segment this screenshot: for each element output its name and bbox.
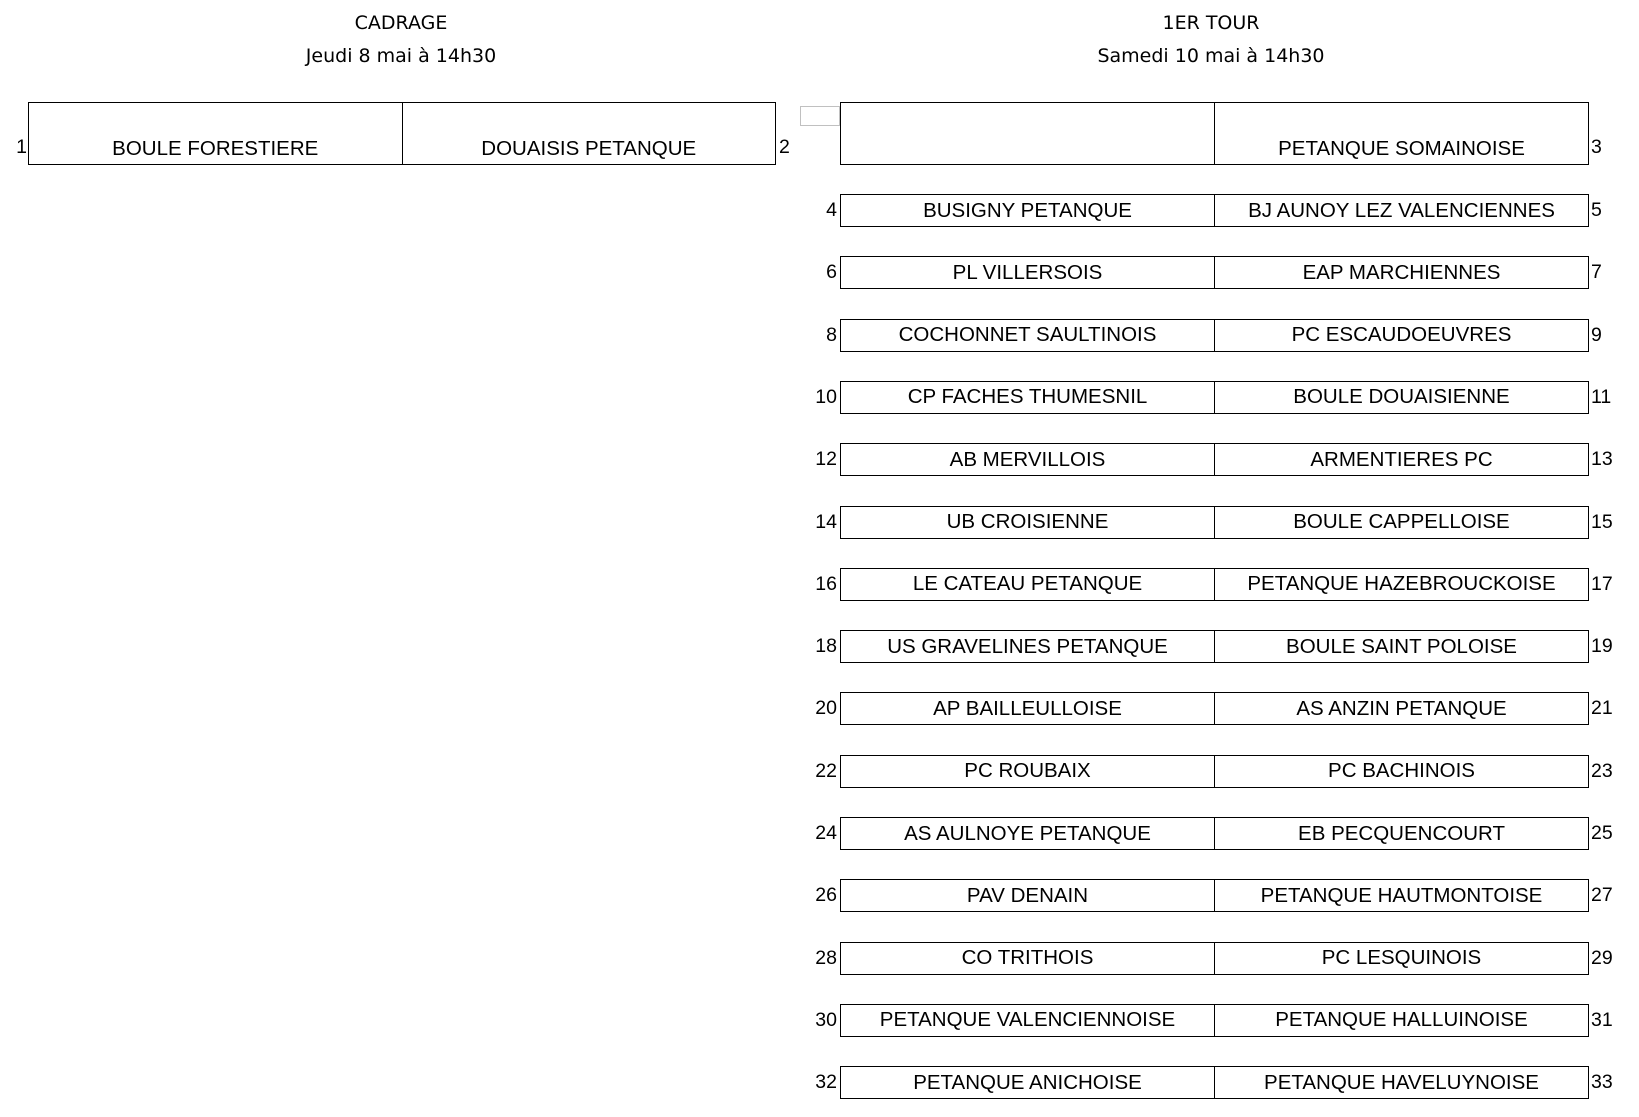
match-left-team: UB CROISIENNE bbox=[946, 510, 1109, 533]
match-right-number: 31 bbox=[1591, 1008, 1613, 1031]
match-right-number: 11 bbox=[1591, 385, 1612, 408]
match-left-number: 28 bbox=[815, 946, 837, 969]
match-right-team: PETANQUE HAUTMONTOISE bbox=[1214, 880, 1588, 911]
match-left-number: 4 bbox=[826, 199, 837, 221]
match-left-number: 22 bbox=[815, 759, 837, 782]
match-right-number: 21 bbox=[1591, 697, 1613, 720]
match-left-team: LE CATEAU PETANQUE bbox=[912, 572, 1143, 596]
match-left-number: 12 bbox=[815, 448, 837, 471]
empty-placeholder-box bbox=[800, 106, 840, 126]
cadrage-header bbox=[27, 7, 775, 73]
match-right-team: BOULE SAINT POLOISE bbox=[1214, 631, 1588, 662]
match-left-team: AB MERVILLOIS bbox=[949, 447, 1106, 471]
cadrage-left-team: BOULE FORESTIERE bbox=[112, 137, 319, 160]
match-right-team: PETANQUE HAVELUYNOISE bbox=[1214, 1067, 1588, 1098]
match-box bbox=[840, 692, 1589, 725]
match-right-number: 19 bbox=[1591, 635, 1613, 658]
match-right-number: 27 bbox=[1591, 884, 1613, 907]
match-left-number: 26 bbox=[815, 884, 837, 907]
cadrage-match-box bbox=[28, 102, 776, 165]
match-left-number: 6 bbox=[826, 261, 837, 284]
match-box bbox=[840, 879, 1589, 912]
match-right-team: PC LESQUINOIS bbox=[1214, 943, 1588, 974]
match-right-number: 7 bbox=[1591, 261, 1602, 284]
match-box bbox=[840, 506, 1589, 539]
match-left-team: CO TRITHOIS bbox=[961, 946, 1094, 970]
match-right-number: 13 bbox=[1591, 448, 1613, 471]
match-left-number: 14 bbox=[815, 510, 837, 533]
match-right-number: 3 bbox=[1591, 136, 1602, 158]
match-right-team: PETANQUE HAZEBROUCKOISE bbox=[1214, 569, 1588, 600]
match-left-team: BUSIGNY PETANQUE bbox=[923, 198, 1132, 222]
match-left-number: 8 bbox=[826, 323, 837, 346]
tour1-header bbox=[837, 7, 1585, 73]
match-box bbox=[840, 194, 1589, 227]
match-right-number: 29 bbox=[1591, 946, 1613, 969]
match-left-number: 20 bbox=[815, 697, 837, 720]
match-box bbox=[840, 443, 1589, 476]
match-box bbox=[840, 1004, 1589, 1037]
match-left-team: PETANQUE ANICHOISE bbox=[913, 1070, 1142, 1094]
match-box bbox=[840, 102, 1589, 165]
match-right-number: 17 bbox=[1591, 572, 1613, 595]
match-left-number: 30 bbox=[815, 1008, 837, 1031]
match-left-team: PAV DENAIN bbox=[966, 883, 1089, 907]
match-right-team: PETANQUE SOMAINOISE bbox=[1214, 103, 1588, 164]
match-left-team: CP FACHES THUMESNIL bbox=[907, 385, 1148, 409]
match-right-number: 5 bbox=[1591, 199, 1602, 221]
match-box bbox=[840, 568, 1589, 601]
match-right-number: 9 bbox=[1591, 323, 1602, 346]
cadrage-date: Jeudi 8 mai à 14h30 bbox=[305, 45, 497, 67]
match-left-number: 32 bbox=[815, 1071, 837, 1094]
match-left-team bbox=[841, 103, 1214, 164]
match-box bbox=[840, 942, 1589, 975]
cadrage-title: CADRAGE bbox=[354, 12, 448, 34]
match-right-team: EB PECQUENCOURT bbox=[1214, 818, 1588, 849]
match-left-team: PC ROUBAIX bbox=[964, 759, 1091, 783]
tour1-title: 1ER TOUR bbox=[1162, 12, 1260, 34]
match-left-team: US GRAVELINES PETANQUE bbox=[887, 634, 1168, 658]
match-right-team: ARMENTIERES PC bbox=[1214, 444, 1588, 475]
match-left-team: COCHONNET SAULTINOIS bbox=[898, 323, 1157, 347]
match-box bbox=[840, 630, 1589, 663]
cadrage-left-number: 1 bbox=[16, 136, 27, 158]
match-left-team: AS AULNOYE PETANQUE bbox=[904, 821, 1151, 845]
match-box bbox=[840, 256, 1589, 289]
match-right-number: 23 bbox=[1591, 759, 1613, 782]
match-box bbox=[840, 319, 1589, 352]
match-right-team: BOULE DOUAISIENNE bbox=[1214, 382, 1588, 413]
match-right-team: PETANQUE HALLUINOISE bbox=[1214, 1005, 1588, 1036]
match-right-number: 25 bbox=[1591, 822, 1613, 844]
match-left-number: 16 bbox=[815, 572, 837, 595]
match-left-team: PL VILLERSOIS bbox=[952, 260, 1103, 284]
match-box bbox=[840, 817, 1589, 850]
match-right-team: AS ANZIN PETANQUE bbox=[1214, 693, 1588, 724]
match-left-number: 10 bbox=[815, 385, 837, 408]
match-right-team: EAP MARCHIENNES bbox=[1214, 257, 1588, 288]
cadrage-right-number: 2 bbox=[779, 136, 790, 158]
match-left-team: PETANQUE VALENCIENNOISE bbox=[879, 1008, 1176, 1032]
match-right-number: 15 bbox=[1591, 510, 1613, 533]
match-box bbox=[840, 381, 1589, 414]
match-right-number: 33 bbox=[1591, 1071, 1613, 1094]
match-right-team: PC ESCAUDOEUVRES bbox=[1214, 320, 1588, 351]
match-left-number: 24 bbox=[815, 822, 837, 844]
match-box bbox=[840, 1066, 1589, 1099]
match-left-number: 18 bbox=[815, 635, 837, 658]
match-right-team: BJ AUNOY LEZ VALENCIENNES bbox=[1214, 195, 1588, 226]
match-left-team: AP BAILLEULLOISE bbox=[933, 696, 1122, 720]
match-right-team: BOULE CAPPELLOISE bbox=[1214, 507, 1588, 538]
match-right-team: PC BACHINOIS bbox=[1214, 756, 1588, 787]
match-box bbox=[840, 755, 1589, 788]
cadrage-right-team: DOUAISIS PETANQUE bbox=[402, 103, 776, 164]
tour1-date: Samedi 10 mai à 14h30 bbox=[1097, 45, 1325, 67]
